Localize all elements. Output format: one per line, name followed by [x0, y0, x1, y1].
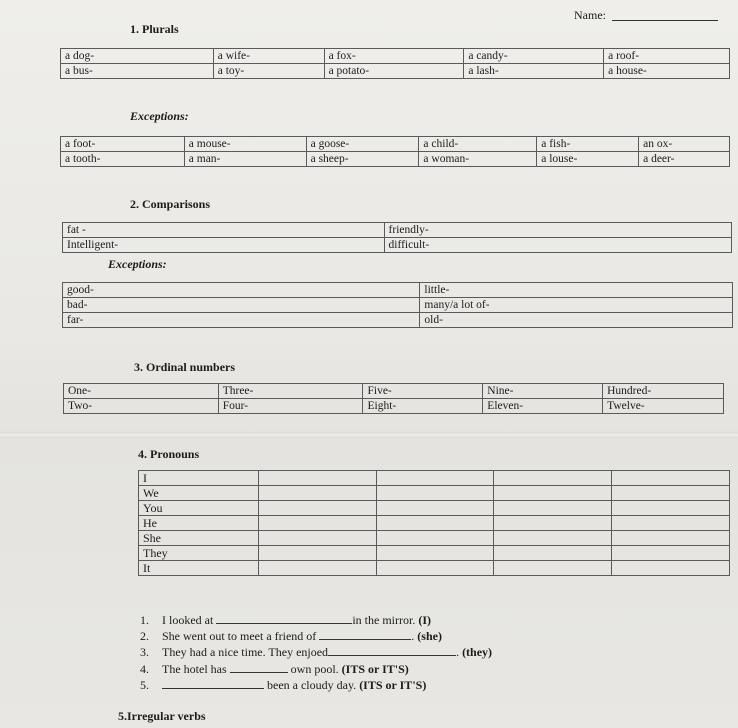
table-cell[interactable]: a man-	[184, 152, 306, 167]
table-row	[63, 298, 733, 313]
table-cell[interactable]: a foot-	[61, 137, 185, 152]
table-cell[interactable]: Four-	[218, 399, 363, 414]
answer-blank[interactable]	[216, 612, 352, 624]
table-cell[interactable]: Nine-	[483, 384, 603, 399]
table-cell[interactable]: a deer-	[639, 152, 730, 167]
table-cell[interactable]: Eight-	[363, 399, 483, 414]
table-cell[interactable]	[612, 501, 730, 516]
table-cell[interactable]	[376, 516, 494, 531]
table-cell[interactable]	[612, 531, 730, 546]
table-cell[interactable]: a mouse-	[184, 137, 306, 152]
table-cell[interactable]: a fox-	[324, 49, 464, 64]
table-cell[interactable]: little-	[420, 283, 733, 298]
table-row	[63, 223, 732, 238]
comparisons-exceptions-table	[62, 282, 733, 328]
table-row	[139, 501, 730, 516]
table-cell[interactable]: bad-	[63, 298, 420, 313]
name-field[interactable]	[612, 20, 718, 21]
table-cell[interactable]: Eleven-	[483, 399, 603, 414]
irregular-verbs-title: 5.Irregular verbs	[118, 709, 206, 723]
table-row	[63, 313, 733, 328]
table-cell[interactable]: One-	[64, 384, 219, 399]
table-cell[interactable]: Hundred-	[603, 384, 724, 399]
plurals-table	[60, 48, 730, 79]
exercise-5: 5. been a cloudy day. (ITS or IT'S)	[140, 678, 427, 692]
table-cell[interactable]	[612, 516, 730, 531]
table-row	[64, 399, 724, 414]
paper-fold	[0, 432, 738, 438]
table-cell[interactable]: She	[139, 531, 259, 546]
table-row	[61, 137, 730, 152]
table-cell[interactable]: Two-	[64, 399, 219, 414]
table-cell[interactable]	[376, 531, 494, 546]
ordinals-title: 3. Ordinal numbers	[134, 360, 236, 374]
table-cell[interactable]: We	[139, 486, 259, 501]
answer-blank[interactable]	[230, 661, 288, 673]
table-row	[64, 384, 724, 399]
table-cell[interactable]	[376, 561, 494, 576]
table-cell[interactable]: Five-	[363, 384, 483, 399]
table-cell[interactable]: a sheep-	[306, 152, 419, 167]
exercise-1: 1. I looked at in the mirror. (I)	[140, 613, 431, 627]
table-row	[139, 486, 730, 501]
table-cell[interactable]: It	[139, 561, 259, 576]
table-cell[interactable]: a house-	[604, 64, 730, 79]
table-cell[interactable]: a lash-	[464, 64, 604, 79]
table-cell[interactable]: a potato-	[324, 64, 464, 79]
answer-blank[interactable]	[162, 677, 264, 689]
table-cell[interactable]	[612, 546, 730, 561]
table-cell[interactable]: a tooth-	[61, 152, 185, 167]
table-cell[interactable]	[494, 561, 612, 576]
table-row	[61, 64, 730, 79]
table-row	[61, 49, 730, 64]
table-cell[interactable]: a child-	[419, 137, 537, 152]
pronouns-table	[138, 470, 730, 576]
pronouns-title: 4. Pronouns	[138, 447, 200, 461]
table-cell[interactable]: a roof-	[604, 49, 730, 64]
table-cell[interactable]	[612, 561, 730, 576]
table-cell[interactable]: good-	[63, 283, 420, 298]
table-cell[interactable]: an ox-	[639, 137, 730, 152]
table-cell[interactable]: Twelve-	[603, 399, 724, 414]
table-cell[interactable]	[258, 561, 376, 576]
table-cell[interactable]: a toy-	[213, 64, 324, 79]
table-cell[interactable]	[494, 501, 612, 516]
table-cell[interactable]	[376, 486, 494, 501]
table-cell[interactable]	[376, 501, 494, 516]
table-row	[139, 561, 730, 576]
table-cell[interactable]: a goose-	[306, 137, 419, 152]
table-cell[interactable]	[494, 531, 612, 546]
table-row	[139, 516, 730, 531]
table-cell[interactable]	[258, 516, 376, 531]
table-cell[interactable]: friendly-	[384, 223, 731, 238]
table-cell[interactable]: I	[139, 471, 259, 486]
table-cell[interactable]: a candy-	[464, 49, 604, 64]
table-cell[interactable]: a woman-	[419, 152, 537, 167]
table-cell[interactable]: far-	[63, 313, 420, 328]
table-cell[interactable]: You	[139, 501, 259, 516]
table-cell[interactable]	[494, 546, 612, 561]
table-cell[interactable]: fat -	[63, 223, 385, 238]
table-cell[interactable]	[494, 486, 612, 501]
table-cell[interactable]: Intelligent-	[63, 238, 385, 253]
table-cell[interactable]	[258, 471, 376, 486]
table-cell[interactable]: many/a lot of-	[420, 298, 733, 313]
table-cell[interactable]	[494, 471, 612, 486]
table-cell[interactable]	[258, 531, 376, 546]
plurals-exceptions-table	[60, 136, 730, 167]
table-cell[interactable]: difficult-	[384, 238, 731, 253]
table-cell[interactable]	[376, 546, 494, 561]
table-cell[interactable]	[612, 486, 730, 501]
name-label: Name:	[574, 8, 606, 22]
exercise-2: 2. She went out to meet a friend of . (she)	[140, 629, 442, 643]
table-cell[interactable]: They	[139, 546, 259, 561]
table-cell[interactable]: a louse-	[537, 152, 639, 167]
table-cell[interactable]	[494, 516, 612, 531]
table-cell[interactable]: a bus-	[61, 64, 214, 79]
table-cell[interactable]: old-	[420, 313, 733, 328]
exercise-3: 3. They had a nice time. They enjoed . (they)	[140, 645, 493, 659]
ordinals-table	[63, 383, 724, 414]
exercise-4: 4. The hotel has own pool. (ITS or IT'S)	[140, 662, 409, 676]
table-cell[interactable]: a dog-	[61, 49, 214, 64]
table-row	[61, 152, 730, 167]
table-cell[interactable]	[258, 501, 376, 516]
answer-blank[interactable]	[319, 628, 411, 640]
comparisons-exceptions-label: Exceptions:	[108, 257, 167, 271]
table-row	[139, 531, 730, 546]
table-row	[63, 283, 733, 298]
table-row	[63, 238, 732, 253]
table-row	[139, 546, 730, 561]
plurals-title: 1. Plurals	[130, 22, 179, 36]
table-cell[interactable]: a wife-	[213, 49, 324, 64]
plurals-exceptions-label: Exceptions:	[130, 109, 189, 123]
table-cell[interactable]	[258, 486, 376, 501]
comparisons-title: 2. Comparisons	[130, 197, 211, 211]
table-row	[139, 471, 730, 486]
table-cell[interactable]: a fish-	[537, 137, 639, 152]
answer-blank[interactable]	[328, 644, 456, 656]
table-cell[interactable]	[258, 546, 376, 561]
table-cell[interactable]	[612, 471, 730, 486]
table-cell[interactable]	[376, 471, 494, 486]
comparisons-table	[62, 222, 732, 253]
table-cell[interactable]: He	[139, 516, 259, 531]
table-cell[interactable]: Three-	[218, 384, 363, 399]
